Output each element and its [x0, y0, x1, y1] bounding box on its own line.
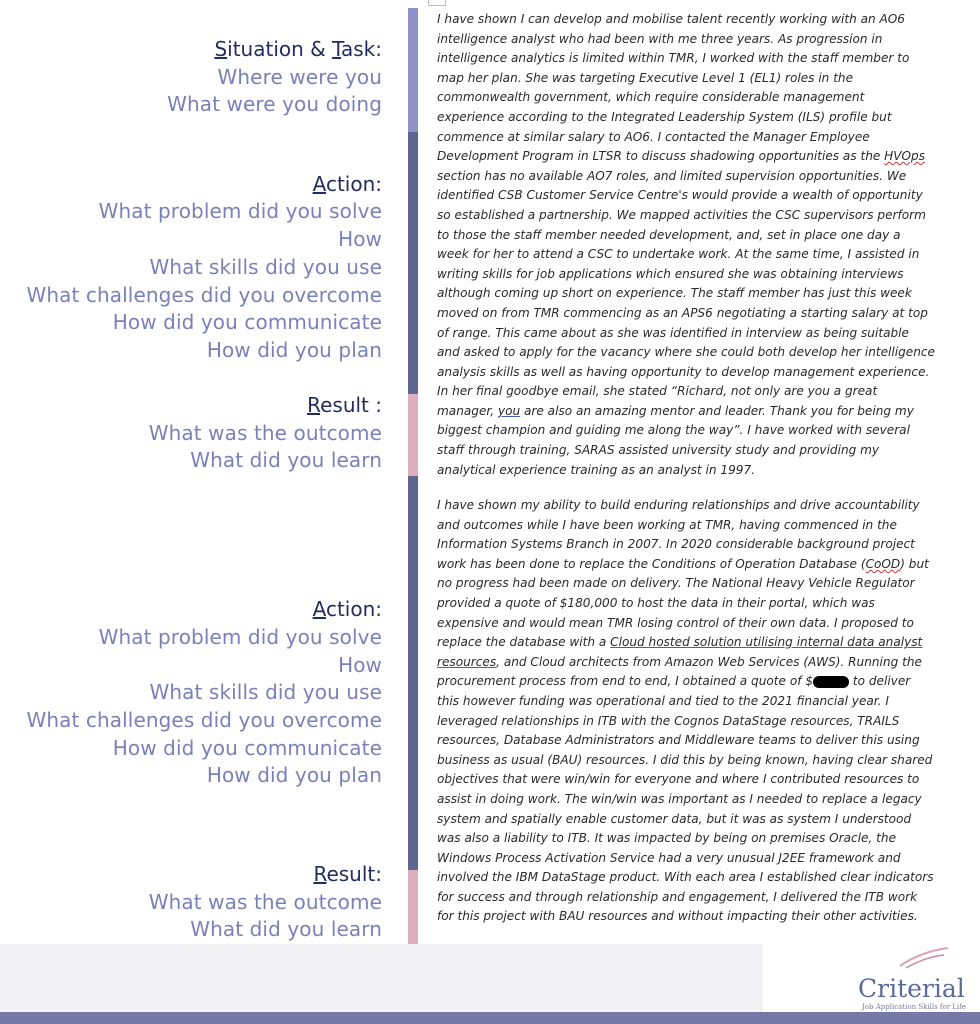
- question: Where were you: [217, 65, 382, 89]
- question: How did you communicate: [112, 736, 382, 760]
- situation-task-heading: Situation & Task:: [214, 37, 382, 61]
- result-heading: Result:: [313, 862, 382, 886]
- question: How did you plan: [206, 763, 382, 787]
- question: How: [338, 227, 382, 251]
- spellcheck-hvops: HVOps: [884, 149, 926, 164]
- bar-situation: [408, 8, 418, 132]
- question: What did you learn: [190, 917, 382, 941]
- redacted-amount: [813, 676, 849, 688]
- bar-action-1: [408, 132, 418, 394]
- question: What challenges did you overcome: [26, 283, 382, 307]
- paragraph-relationships: I have shown my ability to build enduring relationships and drive accountability and outcomes while I have been working at TMR, having commenced in the Information Systems Branch in 2007. In 2020 considerable background project work has been done to replace the Conditions of Operation Database (CoOD) but no progress had been made on delivery. The National Heavy Vehicle Regulator provided a quote of $180,000 to host the data in their portal, which was expensive and would mean TMR losing control of their own data. I proposed to replace the database with a Cloud hosted solution utilising internal data analyst resources, and Cloud architects from Amazon Web Services (AWS). Running the procurement process from end to end, I obtained a quote of $ to deliver this however funding was operational and tied to the 2021 financial year. I leveraged relationships in ITB with the Cognos DataStage resources, TRAILS resources, Database Administrators and Middleware teams to deliver this using business as usual (BAU) resources. I did this by being known, having clear shared objectives that were win/win for everyone and where I contributed resources to assist in doing work. The win/win was important as I needed to replace a legacy system and spatially enable customer data, but it was as system I understood was also a liability to ITB. It was impacted by being on premises Oracle, the Windows Process Activation Service had a very unusual J2EE framework and involved the IBM DataStage product. With each area I established clear indicators for success and through relationship and engagement, I delivered the ITB work for this project with BAU resources and without impacting their other activities.: [437, 498, 934, 924]
- grammar-mark-you: you: [497, 403, 521, 418]
- bar-action-2: [408, 476, 418, 870]
- question: What did you learn: [190, 448, 382, 472]
- question: What problem did you solve: [98, 199, 382, 223]
- question: What was the outcome: [148, 421, 382, 445]
- footer-line: [0, 1012, 980, 1024]
- bar-result-1: [408, 394, 418, 476]
- question: What skills did you use: [149, 680, 382, 704]
- cloud-solution-link[interactable]: Cloud hosted solution utilising internal data analyst resources: [437, 635, 923, 669]
- result-heading: Result :: [307, 393, 382, 417]
- bar-result-2: [408, 870, 418, 946]
- question: What problem did you solve: [98, 625, 382, 649]
- paragraph-talent: I have shown I can develop and mobilise talent recently working with an AO6 intelligence analyst who had been with me three years. As progression in intelligence analytics is limited within TMR, I worked with the staff member to map her plan. She was targeting Executive Level 1 (EL1) roles in the commonwealth government, which require considerable management experience according to the Integrated Leadership System (ILS) profile but commence at similar salary to AO6. I contacted the Manager Employee Development Program in LTSR to discuss shadowing opportunities as the HVOps section has no available AO7 roles, and limited supervision opportunities. We identified CSB Customer Service Centre's would provide a wealth of opportunity so established a partnership. We mapped activities the CSC supervisors perform to those the staff member needed development, and, set in place one day a week for her to attend a CSC to undertake work. At the same time, I assisted in writing skills for job applications which ensured she was obtaining interviews although coming up short on experience. The staff member has just this week moved on from TMR commencing as an APS6 negotiating a starting salary at top of range. This came about as she was identified in interview as being suitable and asked to apply for the vacancy where she could both develop her intelligence analysis skills as well as having opportunity to develop management experience. In her final goodbye email, she stated “Richard, not only are you a great manager, you are also an amazing mentor and leader. Thank you for being my biggest champion and guiding me along the way”. I have worked with several staff through training, SARAS assisted university study and providing my analytical experience training as an analyst in 1997.: [437, 12, 935, 477]
- action-heading: Action:: [312, 597, 382, 621]
- question: What challenges did you overcome: [26, 708, 382, 732]
- question: What was the outcome: [148, 890, 382, 914]
- spellcheck-cood: CoOD: [865, 556, 901, 571]
- question: How did you communicate: [112, 310, 382, 334]
- logo-swoosh-icon: [898, 946, 950, 970]
- logo-tagline: Job Application Skills for Life: [862, 1003, 966, 1011]
- question: How: [338, 653, 382, 677]
- question: What were you doing: [167, 92, 382, 116]
- logo-wordmark: Criterial: [858, 974, 965, 1003]
- question: How did you plan: [206, 338, 382, 362]
- action-heading: Action:: [312, 172, 382, 196]
- page-corner-mark: [428, 0, 446, 6]
- question: What skills did you use: [149, 255, 382, 279]
